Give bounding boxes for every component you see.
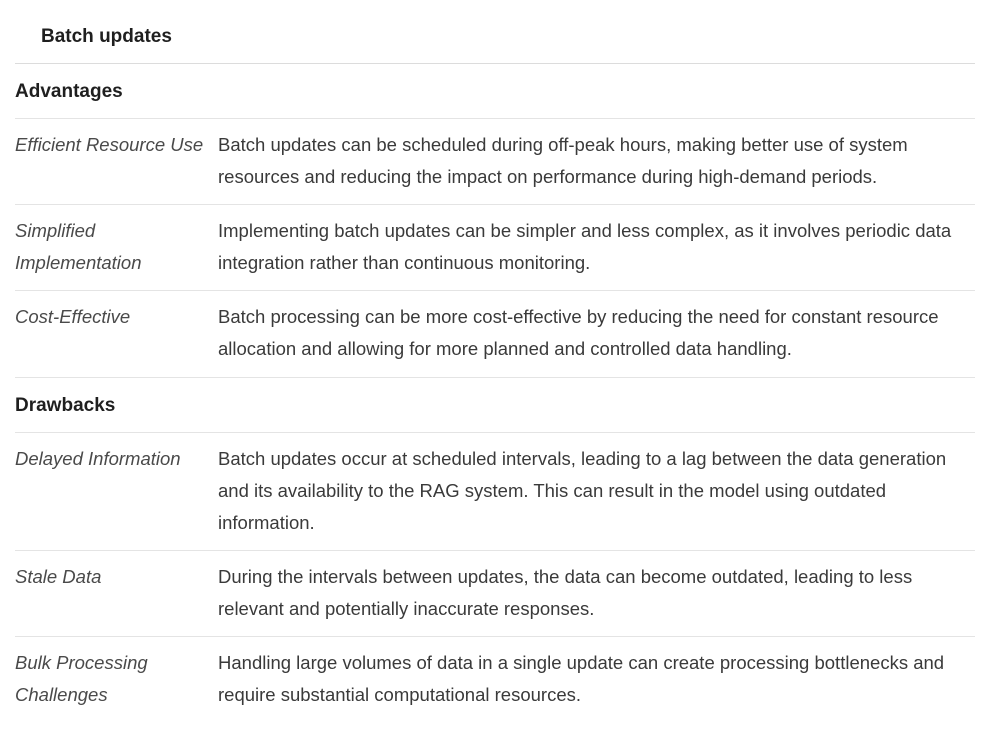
row-term: Delayed Information — [15, 448, 181, 469]
table-row — [15, 433, 975, 551]
table-row — [15, 551, 975, 637]
section-heading-advantages: Advantages — [15, 64, 975, 119]
table-row — [15, 291, 975, 378]
section-heading-drawbacks: Drawbacks — [15, 378, 975, 433]
table-row — [15, 205, 975, 291]
row-term: Efficient Resource Use — [15, 134, 204, 155]
row-description: Implementing batch updates can be simpler and less complex, as it involves periodic data integration rather than continuous monitoring. — [218, 220, 952, 273]
row-term: Stale Data — [15, 566, 102, 587]
row-description: Batch updates occur at scheduled intervals, leading to a lag between the data generation and its availability to the RAG system. This can result in the model using outdated information. — [218, 448, 947, 533]
table-title: Batch updates — [15, 0, 975, 64]
row-term: Simplified Implementation — [15, 220, 142, 273]
row-term: Bulk Processing Challenges — [15, 652, 148, 705]
row-description: During the intervals between updates, the data can become outdated, leading to less relevant and potentially inaccurate responses. — [218, 566, 913, 619]
row-description: Batch processing can be more cost-effective by reducing the need for constant resource allocation and allowing for more planned and controlled data handling. — [218, 306, 939, 359]
row-description: Handling large volumes of data in a single update can create processing bottlenecks and require substantial computational resources. — [218, 652, 945, 705]
row-description: Batch updates can be scheduled during off-peak hours, making better use of system resources and reducing the impact on performance during high-demand periods. — [218, 134, 908, 187]
row-term: Cost-Effective — [15, 306, 131, 327]
table-row — [15, 119, 975, 205]
table-row — [15, 637, 975, 723]
comparison-table — [15, 0, 975, 723]
